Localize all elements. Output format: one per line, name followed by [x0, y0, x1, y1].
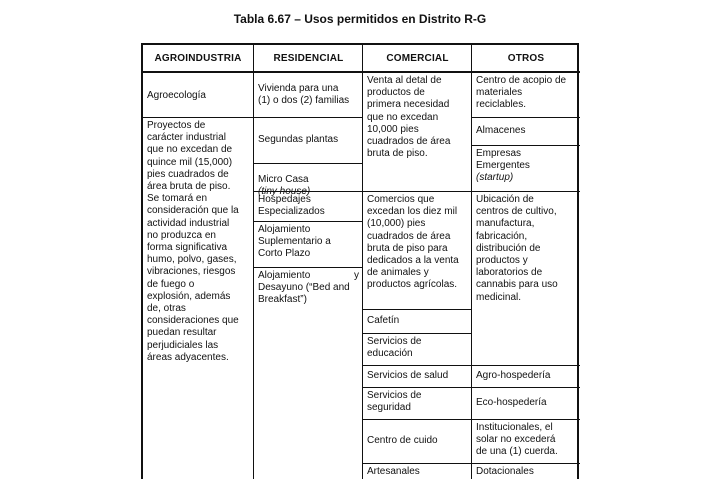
cell-agro-hospederia: [472, 365, 580, 387]
cell-artesanales: [363, 463, 472, 481]
header-otros: OTROS: [472, 45, 580, 73]
micro-casa-text: Micro Casa: [258, 174, 309, 185]
cell-proyectos-industriales: Proyectos de carácter industrial que no excedan de quince mil (15,000) pies cuadrados de área bruta de piso. Se tomará en consideración que la actividad industrial no produzca en forma significativa humo, polvo, gases, vibraciones, riesgos de fuego o explosión, además de, otras consideraciones que puedan resultar perjudiciales las áreas adyacentes.: [143, 117, 253, 453]
cell-seguridad: Servicios de seguridad: [363, 387, 472, 419]
header-comercial: COMERCIAL: [363, 45, 472, 73]
salud-text: Servicios de salud: [367, 370, 449, 382]
table-title: Tabla 6.67 – Usos permitidos en Distrito R-G: [233, 12, 487, 26]
cell-institucionales: Institucionales, el solar no excederá de una (1) cuerda.: [472, 419, 580, 463]
cell-empresas-emergentes: [472, 145, 580, 191]
uses-table: [141, 43, 579, 479]
artesanales-text: Artesanales: [367, 466, 420, 478]
column-comercial: [362, 45, 472, 479]
agro-hospederia-text: Agro-hospedería: [476, 370, 551, 382]
cell-centro-acopio: Centro de acopio de materiales reciclables.: [476, 75, 567, 111]
cell-salud: [363, 365, 472, 387]
cell-comercios: Comercios que excedan los diez mil (10,000) pies cuadrados de área bruta de piso para dedicados a la venta de animales y productos agrícolas.: [363, 191, 472, 311]
cell-alojamiento-suplementario: Alojamiento Suplementario a Corto Plazo: [254, 221, 363, 267]
startup-text: (startup): [476, 172, 514, 184]
cell-agroecologia: [143, 73, 253, 117]
agroecologia-text: Agroecología: [147, 89, 206, 101]
cell-eco-hospederia: [472, 387, 580, 419]
cafetin-text: Cafetín: [367, 315, 400, 327]
cell-centro-cuido: [363, 419, 472, 463]
column-otros: [471, 45, 580, 479]
column-agroindustria: [143, 45, 253, 479]
bnb-text-b: y: [354, 270, 359, 281]
cell-cannabis: Ubicación de centros de cultivo, manufactura, fabricación, distribución de productos y laboratorios de cannabis para uso medicinal.: [472, 191, 580, 365]
cell-segundas-plantas: [254, 117, 363, 163]
cell-venta-detal: Venta al detal de productos de primera necesidad que no excedan 10,000 pies cuadrados de área bruta de piso.: [367, 75, 451, 160]
vivienda-text: Vivienda para una (1) o dos (2) familias: [258, 82, 350, 106]
cell-almacenes: [472, 117, 580, 145]
eco-hospederia-text: Eco-hospedería: [476, 397, 547, 409]
cell-educacion: Servicios de educación: [363, 333, 472, 365]
cell-vivienda: [254, 73, 363, 117]
bnb-text-a: Alojamiento: [258, 270, 311, 281]
cuido-text: Centro de cuido: [367, 435, 438, 447]
segundas-plantas-text: Segundas plantas: [258, 134, 339, 146]
cell-cafetin: [363, 309, 472, 333]
bnb-text-rest: Desayuno (“Bed and Breakfast”): [258, 282, 350, 306]
cell-bed-and-breakfast: [254, 267, 363, 327]
dotacionales-text: Dotacionales: [476, 466, 534, 478]
cell-dotacionales: [472, 463, 580, 481]
header-agroindustria: AGROINDUSTRIA: [143, 45, 253, 73]
column-residencial: [253, 45, 363, 479]
header-residencial: RESIDENCIAL: [254, 45, 363, 73]
empresas-text: Empresas Emergentes: [476, 148, 530, 172]
tiny-house-text: (tiny house): [258, 186, 311, 198]
almacenes-text: Almacenes: [476, 125, 526, 137]
cell-hospedajes: Hospedajes Especializados: [254, 191, 363, 221]
